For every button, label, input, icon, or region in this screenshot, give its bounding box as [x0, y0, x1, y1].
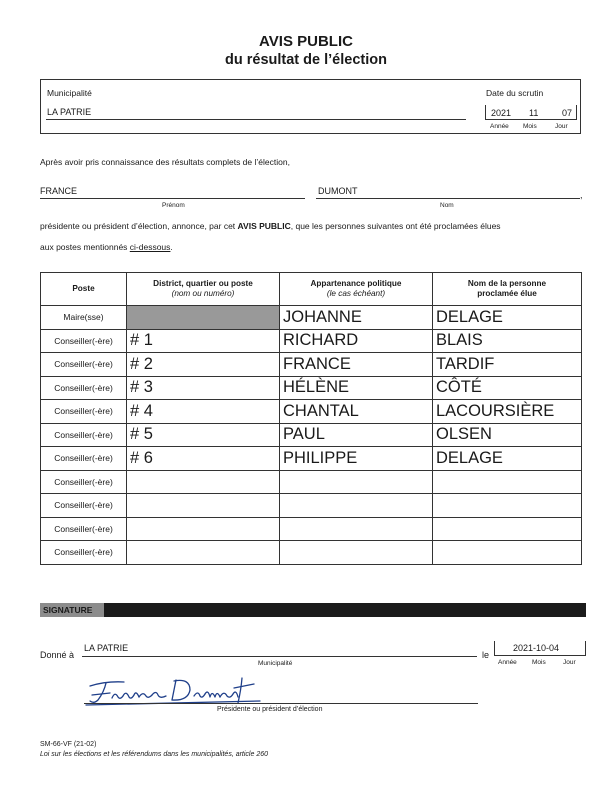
sig-month-label: Mois: [532, 659, 546, 666]
row-first-name: CHANTAL: [280, 400, 433, 424]
row-district: # 2: [127, 353, 280, 377]
row-last-name: [433, 541, 582, 565]
row-last-name: LACOURSIÈRE: [433, 400, 582, 424]
row-district: # 5: [127, 423, 280, 447]
row-first-name: [280, 470, 433, 494]
first-name-underline: [40, 198, 305, 199]
signature-bar: [40, 603, 586, 617]
date-bracket-right: [576, 105, 577, 120]
signature-date: 2021-10-04: [513, 643, 560, 653]
row-poste: Conseiller(-ère): [41, 353, 127, 377]
sig-date-underline: [494, 655, 586, 656]
header-party-text: Appartenance politique: [310, 279, 402, 288]
row-district: [127, 494, 280, 518]
header-party-sub: (le cas échéant): [326, 289, 386, 298]
table-row: [41, 400, 582, 424]
announcement-bold: AVIS PUBLIC: [237, 221, 291, 231]
signer-underline: [84, 703, 478, 704]
table-row: [41, 329, 582, 353]
row-first-name: FRANCE: [280, 353, 433, 377]
officer-first-name: FRANCE: [40, 186, 78, 196]
row-first-name: PAUL: [280, 423, 433, 447]
announcement-line1: [40, 221, 585, 231]
table-row: [41, 470, 582, 494]
row-last-name: BLAIS: [433, 329, 582, 353]
handwritten-signature: [84, 670, 264, 710]
row-first-name: JOHANNE: [280, 306, 433, 330]
announcement-part1: présidente ou président d’élection, annonce, par cet: [40, 221, 238, 231]
signature-section-label: SIGNATURE: [40, 603, 104, 617]
sig-date-bracket-left: [494, 641, 495, 656]
election-date-day-label: Jour: [555, 123, 568, 130]
row-poste: Conseiller(-ère): [41, 470, 127, 494]
row-first-name: PHILIPPE: [280, 447, 433, 471]
row-last-name: OLSEN: [433, 423, 582, 447]
officer-comma: ,: [580, 190, 583, 200]
row-district: [127, 470, 280, 494]
row-poste: Conseiller(-ère): [41, 400, 127, 424]
announcement-line2-text: aux postes mentionnés: [40, 242, 130, 252]
results-table: [40, 272, 582, 565]
row-last-name: DELAGE: [433, 306, 582, 330]
le-label: le: [482, 650, 490, 660]
row-poste: Conseiller(-ère): [41, 447, 127, 471]
header-district: [127, 273, 280, 306]
row-district: [127, 517, 280, 541]
sig-day-label: Jour: [563, 659, 576, 666]
header-name-text: Nom de la personne: [467, 279, 547, 288]
row-district: [127, 306, 280, 330]
election-date-month: 11: [529, 108, 539, 118]
first-name-label: Prénom: [162, 202, 185, 209]
row-first-name: [280, 541, 433, 565]
date-underline: [485, 119, 577, 120]
row-district: # 4: [127, 400, 280, 424]
row-poste: Conseiller(-ère): [41, 423, 127, 447]
announcement-link: ci-dessous: [129, 242, 171, 252]
page-subtitle: du résultat de l’élection: [225, 52, 387, 68]
row-district: # 3: [127, 376, 280, 400]
last-name-label: Nom: [440, 202, 454, 209]
table-row: [41, 306, 582, 330]
row-first-name: HÉLÈNE: [280, 376, 433, 400]
municipality-underline: [46, 119, 466, 120]
table-row: [41, 376, 582, 400]
table-row: [41, 494, 582, 518]
header-poste: [41, 273, 127, 306]
row-last-name: [433, 470, 582, 494]
election-date-month-label: Mois: [523, 123, 537, 130]
signature-place: LA PATRIE: [84, 643, 129, 653]
header-name-text2: proclamée élue: [477, 289, 537, 298]
table-row: [41, 541, 582, 565]
row-last-name: [433, 494, 582, 518]
row-last-name: [433, 517, 582, 541]
table-row: [41, 447, 582, 471]
row-poste: Conseiller(-ère): [41, 494, 127, 518]
officer-last-name: DUMONT: [318, 186, 358, 196]
row-district: # 6: [127, 447, 280, 471]
row-first-name: [280, 517, 433, 541]
row-last-name: DELAGE: [433, 447, 582, 471]
page-title: AVIS PUBLIC: [259, 33, 353, 50]
row-last-name: CÔTÉ: [433, 376, 582, 400]
municipality-label: Municipalité: [47, 88, 92, 98]
election-date-label: Date du scrutin: [486, 88, 544, 98]
row-poste: Conseiller(-ère): [41, 517, 127, 541]
row-last-name: TARDIF: [433, 353, 582, 377]
signer-label: Présidente ou président d’élection: [217, 706, 323, 713]
table-row: [41, 517, 582, 541]
row-poste: Conseiller(-ère): [41, 376, 127, 400]
table-header-row: [41, 273, 582, 306]
row-poste: Conseiller(-ère): [41, 541, 127, 565]
header-poste-text: Poste: [72, 284, 95, 293]
announcement-period: .: [170, 242, 173, 252]
form-code: SM-66-VF (21-02): [40, 741, 97, 748]
row-first-name: [280, 494, 433, 518]
header-elected-name: [433, 273, 582, 306]
election-date-year-label: Année: [490, 123, 509, 130]
header-district-text: District, quartier ou poste: [153, 279, 253, 288]
row-district: # 1: [127, 329, 280, 353]
sig-date-bracket-right: [585, 641, 586, 656]
given-at-label: Donné à: [40, 650, 75, 660]
header-party: [280, 273, 433, 306]
election-date-day: 07: [562, 108, 573, 118]
intro-text: Après avoir pris connaissance des résultats complets de l’élection,: [40, 157, 290, 167]
place-label: Municipalité: [258, 660, 293, 667]
place-underline: [82, 656, 477, 657]
sig-year-label: Année: [498, 659, 517, 666]
row-poste: Maire(sse): [41, 306, 127, 330]
table-row: [41, 353, 582, 377]
row-first-name: RICHARD: [280, 329, 433, 353]
row-poste: Conseiller(-ère): [41, 329, 127, 353]
municipality-value: LA PATRIE: [47, 107, 92, 117]
header-district-sub: (nom ou numéro): [171, 289, 235, 298]
announcement-part2: , que les personnes suivantes ont été proclamées élues: [290, 221, 501, 231]
table-row: [41, 423, 582, 447]
last-name-underline: [316, 198, 580, 199]
election-date-year: 2021: [491, 108, 512, 118]
law-reference: Loi sur les élections et les référendums dans les municipalités, article 260: [40, 751, 269, 758]
row-district: [127, 541, 280, 565]
announcement-line2: [40, 242, 173, 252]
date-bracket-left: [485, 105, 486, 120]
